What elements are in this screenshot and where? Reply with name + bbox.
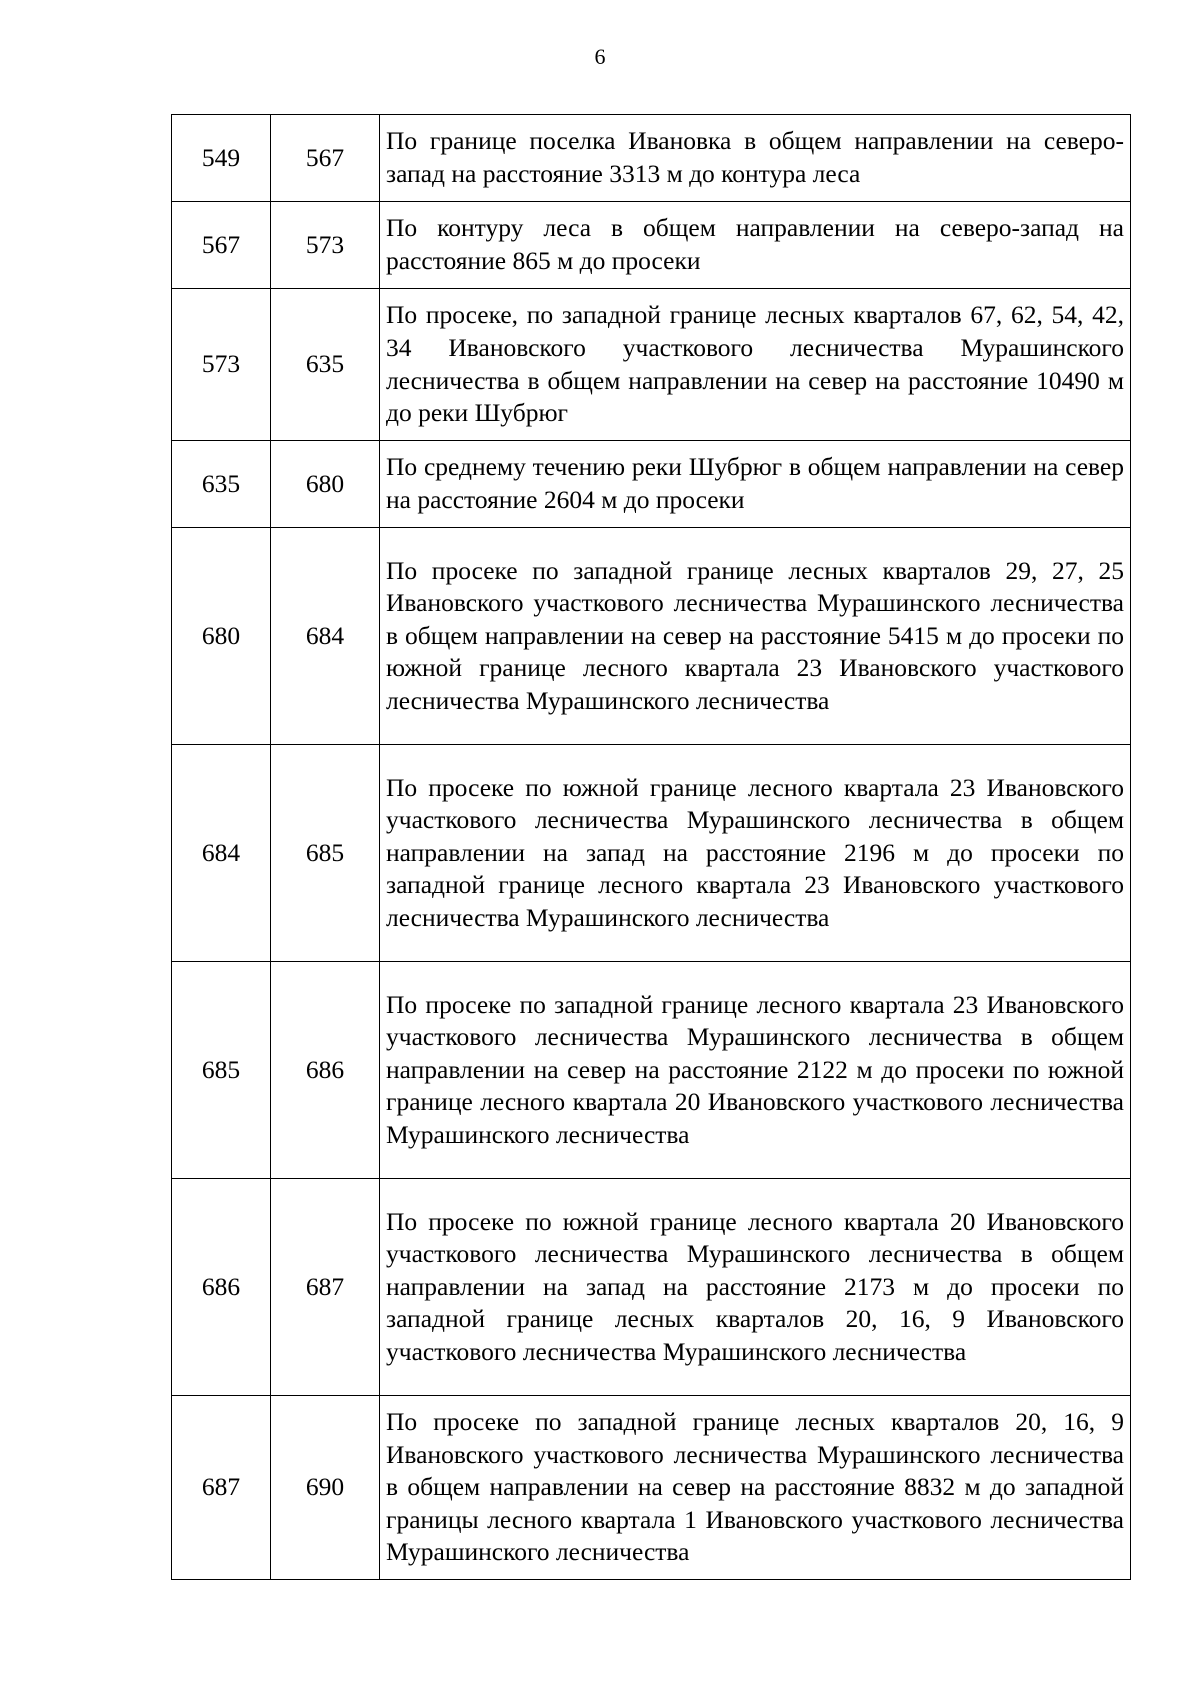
to-point-cell: 687 [271,1179,380,1396]
table-row [172,1396,1131,1580]
description-cell: По границе поселка Ивановка в общем направлении на северо-запад на расстояние 3313 м до контура леса [380,115,1131,202]
table-row [172,1179,1131,1396]
table-row [172,441,1131,528]
table-row [172,289,1131,441]
from-point-cell: 549 [172,115,271,202]
table-row [172,202,1131,289]
table-row [172,745,1131,962]
table-row [172,528,1131,745]
description-cell: По просеке, по западной границе лесных кварталов 67, 62, 54, 42, 34 Ивановского участкового лесничества Мурашинского лесничества в общем направлении на север на расстояние 10490 м до реки Шубрюг [380,289,1131,441]
to-point-cell: 635 [271,289,380,441]
description-cell: По просеке по западной границе лесных кварталов 20, 16, 9 Ивановского участкового лесничества Мурашинского лесничества в общем направлении на север на расстояние 8832 м до западной границы лесного квартала 1 Ивановского участкового лесничества Мурашинского лесничества [380,1396,1131,1580]
description-cell: По просеке по южной границе лесного квартала 20 Ивановского участкового лесничества Мурашинского лесничества в общем направлении на запад на расстояние 2173 м до просеки по западной границе лесных кварталов 20, 16, 9 Ивановского участкового лесничества Мурашинского лесничества [380,1179,1131,1396]
to-point-cell: 690 [271,1396,380,1580]
description-cell: По просеке по западной границе лесных кварталов 29, 27, 25 Ивановского участкового лесничества Мурашинского лесничества в общем направлении на север на расстояние 5415 м до просеки по южной границе лесного квартала 23 Ивановского участкового лесничества Мурашинского лесничества [380,528,1131,745]
from-point-cell: 687 [172,1396,271,1580]
page-number: 6 [594,44,606,69]
table-row [172,115,1131,202]
from-point-cell: 684 [172,745,271,962]
description-cell: По контуру леса в общем направлении на северо-запад на расстояние 865 м до просеки [380,202,1131,289]
from-point-cell: 680 [172,528,271,745]
to-point-cell: 686 [271,962,380,1179]
to-point-cell: 685 [271,745,380,962]
to-point-cell: 573 [271,202,380,289]
from-point-cell: 635 [172,441,271,528]
boundary-description-table [171,114,1131,1580]
from-point-cell: 685 [172,962,271,1179]
to-point-cell: 680 [271,441,380,528]
from-point-cell: 686 [172,1179,271,1396]
to-point-cell: 684 [271,528,380,745]
description-cell: По просеке по южной границе лесного квартала 23 Ивановского участкового лесничества Мурашинского лесничества в общем направлении на запад на расстояние 2196 м до просеки по западной границе лесного квартала 23 Ивановского участкового лесничества Мурашинского лесничества [380,745,1131,962]
table-row [172,962,1131,1179]
description-cell: По среднему течению реки Шубрюг в общем направлении на север на расстояние 2604 м до просеки [380,441,1131,528]
from-point-cell: 573 [172,289,271,441]
from-point-cell: 567 [172,202,271,289]
to-point-cell: 567 [271,115,380,202]
description-cell: По просеке по западной границе лесного квартала 23 Ивановского участкового лесничества Мурашинского лесничества в общем направлении на север на расстояние 2122 м до просеки по южной границе лесного квартала 20 Ивановского участкового лесничества Мурашинского лесничества [380,962,1131,1179]
